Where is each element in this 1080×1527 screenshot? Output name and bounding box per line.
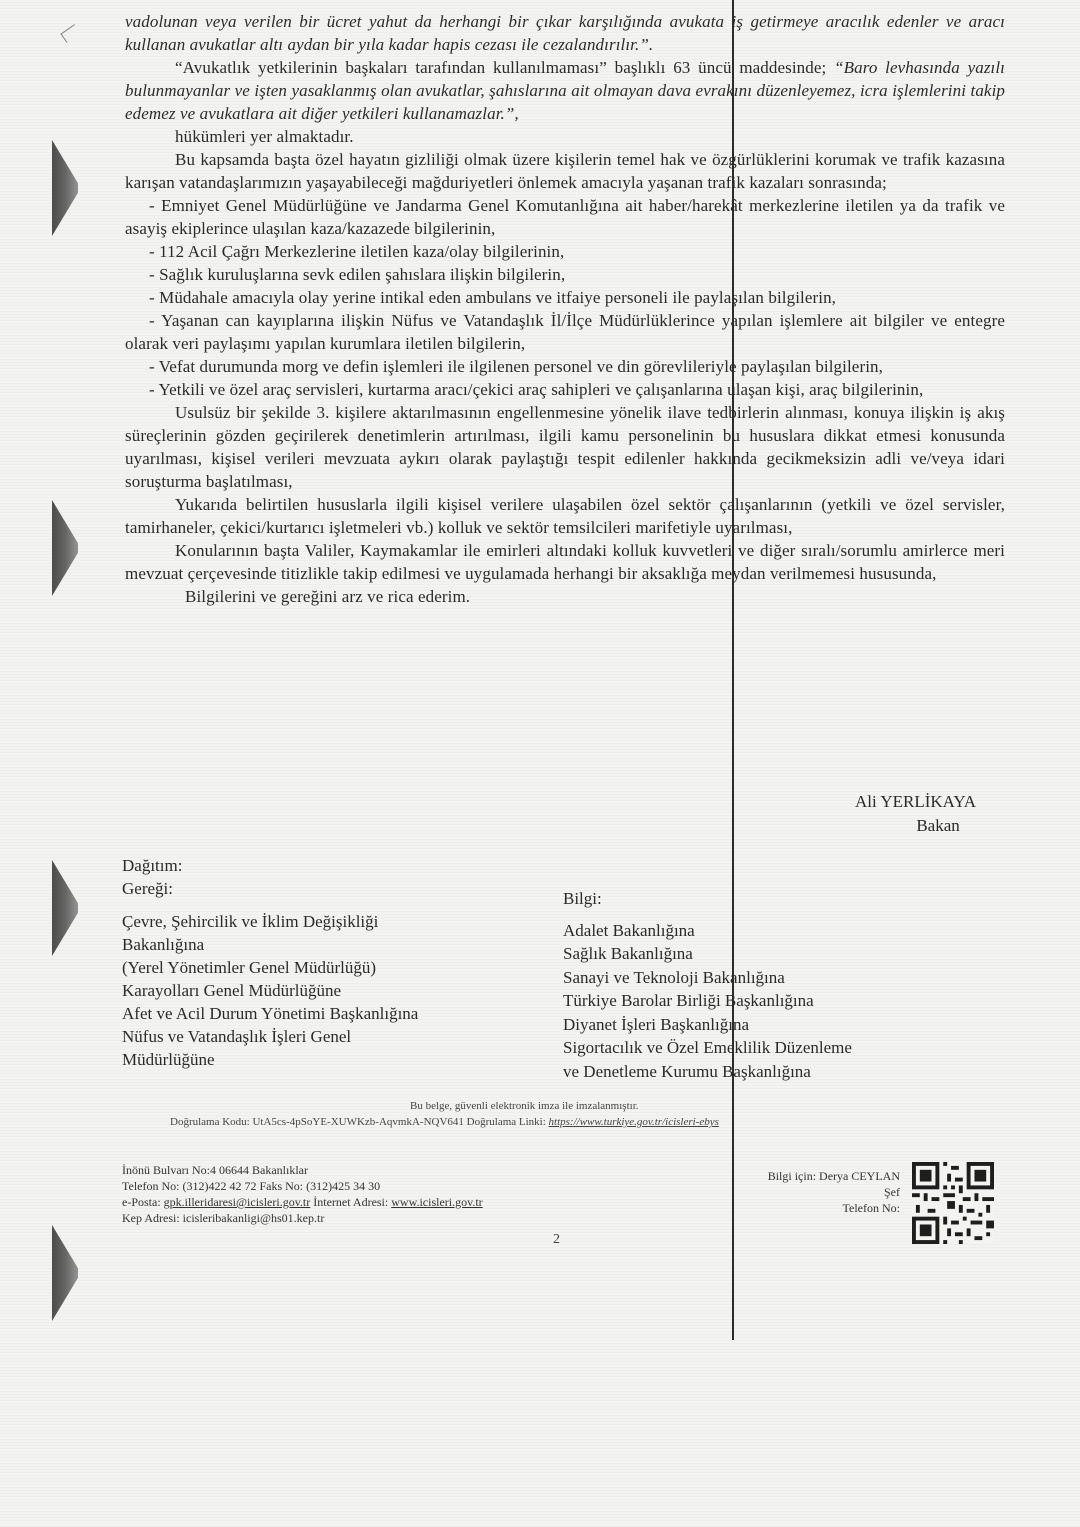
distribution-list	[122, 854, 562, 1071]
list-item: Müdürlüğüne	[122, 1050, 215, 1069]
law-quote-continuation: vadolunan veya verilen bir ücret yahut da herhangi bir çıkar karşılığında avukata iş getirmeye aracılık edenler ve aracı kullanan avukatlar altı aydan bir yıla kadar hapis cezası ile cezalandırılır.”.	[125, 12, 1005, 54]
list-item: Sanayi ve Teknoloji Bakanlığına	[563, 967, 785, 987]
info-list	[563, 887, 1003, 1083]
web-label: İnternet Adresi:	[313, 1195, 389, 1209]
contact-title: Şef	[884, 1185, 900, 1199]
action-heading: Gereği:	[122, 879, 173, 898]
qr-code-icon	[912, 1162, 994, 1244]
kep-address: Kep Adresi: icisleribakanligi@hs01.kep.tr	[122, 1211, 325, 1225]
verification-link-label: Doğrulama Linki:	[466, 1116, 546, 1128]
list-item: Nüfus ve Vatandaşlık İşleri Genel	[122, 1027, 352, 1046]
scope-paragraph: Bu kapsamda başta özel hayatın gizliliği olmak üzere kişilerin temel hak ve özgürlüklerini korumak ve trafik kazasına karışan vatandaşlarımızın yaşayabileceği mağduriyetleri önlemek amacıyla yaşanan trafik kazaları sonrasında;	[125, 150, 1005, 192]
binder-punch-mark	[52, 140, 78, 236]
list-item: - Emniyet Genel Müdürlüğüne ve Jandarma Genel Komutanlığına ait haber/harekât merkezlerine iletilen ya da trafik ve asayiş ekiplerince ulaşılan kaza/kazazede bilgilerinin,	[125, 196, 1005, 238]
email-label: e-Posta:	[122, 1195, 161, 1209]
article-63-paragraph	[125, 56, 1005, 125]
private-sector-paragraph: Yukarıda belirtilen hususlarla ilgili kişisel verilere ulaşabilen özel sektör çalışanlarının (yetkili ve özel servisler, tamirhaneler, çekici/kurtarıcı işletmeleri vb.) kolluk ve sektör temsilcileri marifetiyle uyarılması,	[125, 495, 1005, 537]
ministry-contact-footer	[122, 1162, 483, 1226]
verification-link[interactable]: https://www.turkiye.gov.tr/icisleri-ebys	[548, 1116, 719, 1128]
list-item: Sigortacılık ve Özel Emeklilik Düzenleme	[563, 1038, 852, 1057]
closing-sentence: Bilgilerini ve gereğini arz ve rica ederim.	[185, 587, 471, 606]
verification-code-label: Doğrulama Kodu:	[170, 1116, 250, 1128]
verification-code: UtA5cs-4pSoYE-XUWKzb-AqvmkA-NQV641	[252, 1116, 464, 1128]
signatory-title: Bakan	[916, 816, 960, 835]
email-web-line	[122, 1194, 483, 1210]
list-item: ve Denetleme Kurumu Başkanlığına	[563, 1061, 811, 1081]
list-item: (Yerel Yönetimler Genel Müdürlüğü)	[122, 958, 377, 977]
distribution-heading: Dağıtım:	[122, 856, 183, 875]
list-item: Adalet Bakanlığına	[563, 920, 695, 940]
phone-fax: Telefon No: (312)422 42 72 Faks No: (312)425 34 30	[122, 1179, 381, 1193]
article-63-lead: “Avukatlık yetkilerinin başkaları tarafından kullanılmaması” başlıklı 63 üncü maddesinde;	[175, 58, 827, 77]
signature-block	[855, 790, 976, 838]
contact-person: Bilgi için: Derya CEYLAN	[767, 1169, 900, 1183]
list-item: - Müdahale amacıyla olay yerine intikal eden ambulans ve itfaiye personeli ile paylaşılan bilgilerin,	[149, 288, 837, 307]
binder-punch-mark	[52, 500, 78, 596]
scan-tick-mark	[60, 24, 80, 43]
page-number: 2	[553, 1232, 560, 1247]
list-item: Diyanet İşleri Başkanlığına	[563, 1014, 750, 1034]
postal-address: İnönü Bulvarı No:4 06644 Bakanlıklar	[122, 1163, 308, 1177]
list-item: - Yetkili ve özel araç servisleri, kurtarma aracı/çekici araç sahipleri ve çalışanlarına ulaşan kişi, araç bilgilerinin,	[149, 380, 924, 399]
provisions-sentence: hükümleri yer almaktadır.	[175, 127, 354, 146]
list-item: Türkiye Barolar Birliği Başkanlığına	[563, 991, 814, 1010]
e-signature-notice: Bu belge, güvenli elektronik imza ile imzalanmıştır.	[410, 1100, 639, 1112]
signatory-name: Ali YERLİKAYA	[855, 792, 977, 811]
verification-block	[170, 1098, 970, 1130]
list-item: Karayolları Genel Müdürlüğüne	[122, 981, 342, 1000]
email-link[interactable]: gpk.illeridaresi@icisleri.gov.tr	[163, 1195, 311, 1209]
contact-phone: Telefon No:	[842, 1201, 900, 1215]
info-contact	[765, 1168, 900, 1216]
list-item: Bakanlığına	[122, 935, 205, 954]
verification-line	[170, 1114, 970, 1130]
binder-punch-mark	[52, 1225, 78, 1321]
binder-punch-mark	[52, 860, 78, 956]
letter-body	[125, 10, 1005, 608]
measures-paragraph: Usulsüz bir şekilde 3. kişilere aktarılmasının engellenmesine yönelik ilave tedbirlerin alınması, konuya ilişkin iş akış süreçlerinin gözden geçirilerek denetimlerin artırılması, ilgili kamu personelinin bu hususlara dikkat etmesi konusunda uyarılması, kişisel verileri mevzuata aykırı olarak paylaştığı tespit edilenler hakkında gecikmeksizin adli ve/veya idari soruşturma başlatılması,	[125, 403, 1005, 491]
list-item: - Yaşanan can kayıplarına ilişkin Nüfus ve Vatandaşlık İl/İlçe Müdürlüklerince yapılan işlemlere ait bilgiler ve entegre olarak veri paylaşımı yapılan kurumlara iletilen bilgilerin,	[125, 311, 1005, 353]
list-item: - 112 Acil Çağrı Merkezlerine iletilen kaza/olay bilgilerinin,	[149, 242, 565, 261]
list-item: - Vefat durumunda morg ve defin işlemleri ile ilgilenen personel ve din görevlileriyle paylaşılan bilgilerin,	[149, 357, 883, 376]
website-link[interactable]: www.icisleri.gov.tr	[391, 1195, 483, 1209]
list-item: Sağlık Bakanlığına	[563, 944, 693, 963]
follow-up-paragraph: Konularının başta Valiler, Kaymakamlar ile emirleri altındaki kolluk kuvvetleri ve diğer sıralı/sorumlu amirlerce meri mevzuat çerçevesinde titizlikle takip edilmesi ve uygulamada herhangi bir aksaklığa meydan verilmemesi hususunda,	[125, 541, 1005, 583]
list-item: Afet ve Acil Durum Yönetimi Başkanlığına	[122, 1004, 419, 1023]
info-heading: Bilgi:	[563, 889, 602, 908]
list-item: - Sağlık kuruluşlarına sevk edilen şahıslara ilişkin bilgilerin,	[149, 265, 566, 284]
article-63-quote: “Baro levhasında yazılı bulunmayanlar ve işten yasaklanmış olan avukatlar, şahıslarına ait olmayan dava evrakını düzenleyemez, icra işlemlerini takip edemez ve avukatlara ait diğer yetkileri kullanamazlar.”,	[125, 58, 1006, 123]
list-item: Çevre, Şehircilik ve İklim Değişikliği	[122, 912, 379, 931]
